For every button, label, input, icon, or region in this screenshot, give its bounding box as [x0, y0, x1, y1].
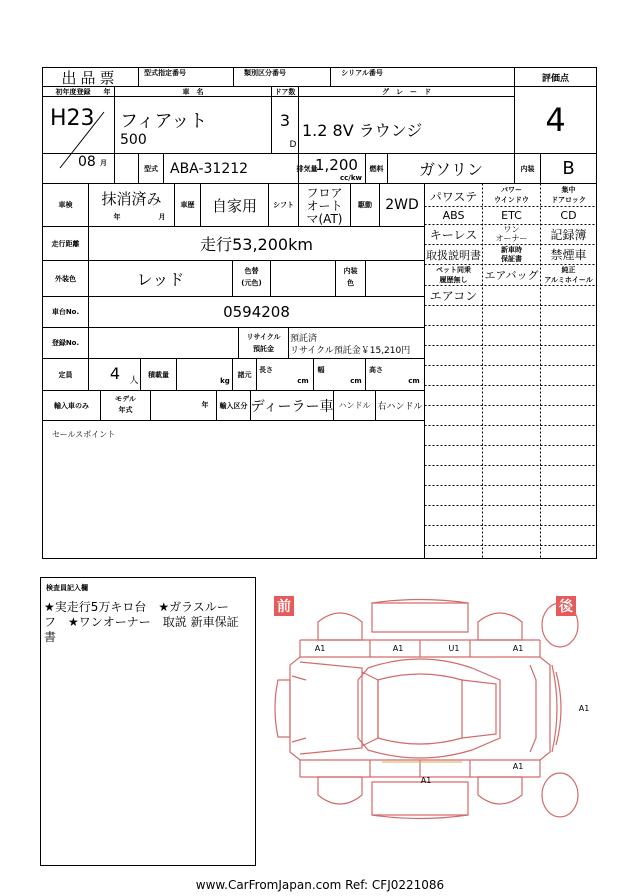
usage-label: 車歴 [180, 201, 195, 209]
equip-airbag: エアバッグ [484, 269, 539, 282]
recycle-status: 預託済 [290, 333, 318, 344]
door-type: D [289, 140, 297, 150]
door-count: 3 [279, 110, 291, 130]
damage-mark-rear-left: A1 [512, 643, 524, 653]
displacement-label: 排気量 [296, 164, 318, 173]
equip-warranty: 新車時 [501, 245, 522, 254]
equip-central-lock-2: ドアロック [551, 196, 586, 204]
recycle-label: リサイクル [246, 332, 281, 341]
inspection-value: 抹消済み [101, 189, 162, 208]
equip-non-smoker: 禁煙車 [550, 248, 587, 262]
score-value: 4 [545, 101, 566, 139]
shift-value-2: オート [306, 198, 343, 213]
grade-label: グ レ ー ド [382, 88, 431, 96]
first-reg-year: H23 [50, 105, 95, 131]
inspector-line-1: ★実走行5万キロ台 ★ガラスルー [44, 599, 229, 614]
damage-mark-roof-rear: U1 [448, 643, 460, 653]
score-label: 評価点 [541, 73, 569, 84]
serial-label: シリアル番号 [341, 69, 383, 77]
shift-label: シフト [273, 201, 294, 209]
equip-alloy: 純正 [561, 266, 576, 274]
equip-manual: 取扱説明書 [426, 248, 481, 262]
chassis-label: 車台No. [51, 308, 80, 316]
equip-warranty-2: 保証書 [501, 254, 522, 263]
equip-abs: ABS [442, 209, 465, 222]
length-label: 長さ [259, 366, 273, 374]
shift-value-3: マ(AT) [306, 211, 343, 226]
mileage-value: 走行53,200km [200, 235, 313, 254]
grade-value: 1.2 8V ラウンジ [302, 120, 423, 140]
capacity-value: 4 [109, 363, 121, 383]
first-reg-label: 初年度登録 [55, 88, 91, 96]
color-value: レッド [136, 270, 185, 289]
form-title: 出品票 [61, 68, 119, 87]
equip-power-steering: パワステ [429, 189, 478, 204]
displacement-value: 1,200 [315, 156, 358, 174]
class-no-label: 類別区分番号 [244, 69, 286, 77]
fuel-label: 燃料 [369, 164, 384, 173]
usage-value: 自家用 [211, 196, 257, 215]
height-cm-unit: cm [408, 377, 420, 385]
inspector-line-3: 書 [44, 629, 57, 644]
model-year-unit: 年 [201, 401, 209, 409]
equip-power-window-2: ウインドウ [494, 196, 529, 204]
capacity-unit: 人 [129, 375, 139, 386]
interior-color-label-2: 色 [347, 279, 354, 287]
damage-mark-roof-front: A1 [392, 643, 404, 653]
damage-mark-rear-right: A1 [512, 761, 524, 771]
inspection-label: 車検 [58, 201, 73, 209]
handle-label: ハンドル [338, 401, 371, 410]
model-year-label: モデル [115, 395, 136, 403]
import-label: 輸入車のみ [54, 401, 89, 410]
inspection-year-unit: 年 [113, 213, 121, 221]
height-label: 高さ [369, 366, 383, 374]
equip-central-lock: 集中 [561, 186, 576, 194]
equip-keyless: キーレス [429, 228, 478, 242]
color-change-orig-label: (元色) [241, 279, 262, 287]
width-cm-unit: cm [350, 377, 362, 385]
front-label: 前 [274, 596, 294, 616]
equip-power-window: パワー [501, 186, 522, 194]
equip-cd: CD [560, 209, 577, 222]
recycle-amount: リサイクル預託金￥15,210円 [290, 345, 411, 356]
inspector-label: 検査員記入欄 [46, 584, 88, 592]
equip-one-owner: ワン [503, 225, 520, 234]
dims-label: 諸元 [237, 370, 252, 379]
recycle-label-2: 預託金 [253, 344, 274, 353]
month-unit: 月 [100, 159, 107, 167]
import-class-label: 輸入区分 [219, 401, 248, 410]
equip-record-book: 記録簿 [550, 228, 587, 242]
inspector-line-2: フ ★ワンオーナー 取説 新車保証 [44, 614, 239, 629]
sales-point-label: セールスポイント [52, 429, 116, 439]
cc-unit: cc/kw [340, 174, 362, 182]
length-cm-unit: cm [297, 377, 309, 385]
year-unit: 年 [103, 88, 111, 96]
rear-label: 後 [556, 596, 576, 616]
doors-label: ドア数 [274, 88, 296, 96]
inspection-month-unit: 月 [158, 213, 166, 221]
car-name: フィアット [120, 111, 208, 132]
equip-pet-free: ペット同乗 [436, 266, 471, 274]
color-change-label: 色替 [244, 267, 259, 275]
model-label: 型式 [144, 164, 158, 173]
width-label: 幅 [317, 366, 325, 374]
equip-etc: ETC [501, 209, 522, 222]
kg-unit: kg [220, 377, 230, 385]
equip-aircon: エアコン [429, 289, 478, 303]
import-class-value: ディーラー車 [250, 398, 334, 415]
model-value: ABA-31212 [170, 161, 249, 177]
chassis-value: 0594208 [223, 303, 290, 321]
car-name-label: 車 名 [182, 88, 204, 96]
type-no-label: 型式指定番号 [144, 69, 186, 77]
color-label: 外装色 [55, 274, 76, 283]
drive-value: 2WD [385, 197, 419, 213]
fuel-value: ガソリン [418, 160, 483, 179]
equip-alloy-2: アルミホイール [544, 276, 593, 284]
drive-label: 駆動 [358, 201, 372, 209]
interior-color-label: 内装 [343, 267, 358, 275]
interior-grade: B [562, 158, 575, 179]
load-label: 積載量 [148, 370, 169, 379]
footer-ref: www.CarFromJapan.com Ref: CFJ0221086 [195, 878, 445, 892]
damage-mark-side-right: A1 [420, 775, 432, 785]
damage-mark-rear: A1 [578, 703, 590, 713]
equip-pet-free-2: 履歴無し [439, 276, 468, 284]
reg-label: 登録No. [51, 339, 80, 347]
handle-value: 右ハンドル [377, 402, 423, 412]
first-reg-month: 08 [78, 154, 96, 170]
capacity-label: 定員 [58, 370, 73, 379]
shift-value-1: フロア [306, 185, 343, 200]
equip-one-owner-2: オーナー [495, 234, 528, 243]
car-name-model: 500 [120, 132, 147, 148]
interior-label: 内装 [520, 164, 535, 173]
model-year-label-2: 年式 [118, 406, 133, 414]
damage-mark-front-left: A1 [314, 643, 326, 653]
mileage-label: 走行距離 [51, 239, 80, 248]
